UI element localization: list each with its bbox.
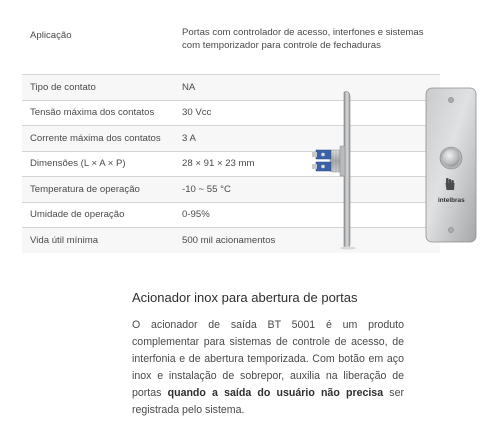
spec-row-umidade [22, 202, 440, 228]
spec-row-temperatura [22, 177, 440, 203]
spec-label: Umidade de operação [30, 209, 125, 221]
spec-row-aplicacao [22, 14, 440, 75]
spec-label: Tensão máxima dos contatos [30, 107, 155, 119]
spec-row-corrente [22, 126, 440, 152]
spec-value: 28 × 91 × 23 mm [182, 158, 255, 170]
description-text: O acionador de saída BT 5001 é um produto complementar para sistemas de controle de acesso, de interfonia e de abertura temporizada. Com botão em aço inox e instalação de sobrepor, auxilia na liberação de portas [132, 319, 404, 399]
spec-row-tensao [22, 100, 440, 126]
spec-label: Tipo de contato [30, 81, 96, 93]
spec-value: Portas com controlador de acesso, interfones e sistemas com temporizador para controle de fechaduras [182, 27, 424, 51]
spec-label: Corrente máxima dos contatos [30, 132, 161, 144]
product-title: Acionador inox para abertura de portas [132, 290, 358, 305]
spec-label: Temperatura de operação [30, 183, 140, 195]
description-emphasis: quando a saída do usuário não precisa [167, 387, 384, 399]
specs-table [22, 14, 440, 253]
spec-label: Dimensões (L × A × P) [30, 158, 126, 170]
brand-logo: intelbras [438, 197, 465, 204]
spec-label: Aplicação [30, 30, 72, 41]
spec-row-vida-util [22, 228, 440, 253]
spec-value: 30 Vcc [182, 107, 212, 119]
spec-value: 0-95% [182, 209, 210, 221]
spec-value: 3 A [182, 132, 196, 144]
spec-row-tipo-contato [22, 75, 440, 101]
spec-value: 500 mil acionamentos [182, 234, 276, 246]
brand-tagline-mark: · · · · [446, 205, 453, 209]
product-description [132, 317, 404, 419]
spec-row-dimensoes [22, 151, 440, 177]
product-front-view-image [424, 86, 478, 244]
spec-value: NA [182, 81, 196, 93]
description-text-end: ser registrada pelo sistema. [132, 387, 404, 416]
product-side-view-image [300, 90, 364, 250]
spec-value: -10 ~ 55 °C [182, 183, 231, 195]
spec-label: Vida útil mínima [30, 234, 99, 246]
